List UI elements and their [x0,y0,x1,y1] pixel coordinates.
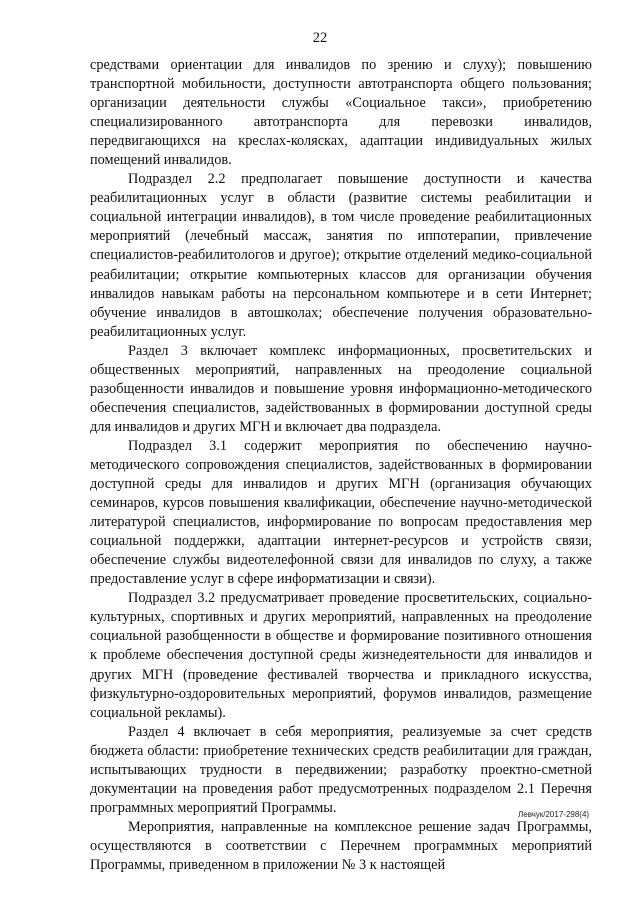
document-body [90,56,592,875]
document-code: Левчук/2017-298(4) [518,810,590,819]
paragraph-section-3: Раздел 3 включает комплекс информационных, просветительских и общественных мероприятий, направленных на преодоление социальной разобщенности инвалидов и повышение уровня информационно-методического обеспечения специалистов, задействованных в формировании доступной среды для инвалидов и других МГН и включает два подраздела. [90,342,592,435]
paragraph-measures: Мероприятия, направленные на комплексное решение задач Программы, осуществляются в соответствии с Перечнем программных мероприятий Программы, приведенном в приложении № 3 к настоящей [90,818,592,873]
paragraph-subsection-3-1: Подраздел 3.1 содержит мероприятия по обеспечению научно-методического сопровождения специалистов, задействованных в формировании доступной среды для инвалидов и других МГН (организация обучающих семинаров, курсов повышения квалификации, обеспечение научно-методической литературой специалистов, информирование по вопросам предоставления мер социальной поддержки, адаптации интернет-ресурсов и устройств связи, обеспечение службы видеотелефонной связи для инвалидов по слуху, а также предоставление услуг в сфере информатизации и связи). [90,437,592,588]
paragraph-section-4: Раздел 4 включает в себя мероприятия, реализуемые за счет средств бюджета области: приобретение технических средств реабилитации для граждан, испытывающих трудности в передвижении; разработку проектно-сметной документации на проведения работ предусмотренных подразделом 2.1 Перечня программных мероприятий Программы. [90,723,592,816]
paragraph-subsection-2-2: Подраздел 2.2 предполагает повышение доступности и качества реабилитационных услуг в области (развитие системы реабилитации и социальной интеграции инвалидов), в том числе проведение реабилитационных мероприятий (лечебный массаж, занятия по иппотерапии, привлечение специалистов-реабилитологов и другое); открытие отделений медико-социальной реабилитации; открытие компьютерных классов для организации обучения инвалидов навыкам работы на персональном компьютере и в сети Интернет; обучение инвалидов в автошколах; обеспечение получения образовательно-реабилитационных услуг. [90,171,592,340]
page-number: 22 [312,30,328,46]
paragraph-subsection-3-2: Подраздел 3.2 предусматривает проведение просветительских, социально-культурных, спортивных и других мероприятий, направленных на преодоление социальной разобщенности в обществе и формирование позитивного отношения к проблеме обеспечения доступной среды жизнедеятельности для инвалидов и других МГН (проведение фестивалей творчества и прикладного искусства, физкультурно-оздоровительных мероприятий, форумов инвалидов, размещение социальной рекламы). [90,590,592,721]
paragraph-continuation: средствами ориентации для инвалидов по зрению и слуху); повышению транспортной мобильности, доступности автотранспорта общего пользования; организации деятельности службы «Социальное такси», приобретению специализированного автотранспорта для перевозки инвалидов, передвигающихся на креслах-колясках, адаптации индивидуальных жилых помещений инвалидов. [90,57,592,169]
